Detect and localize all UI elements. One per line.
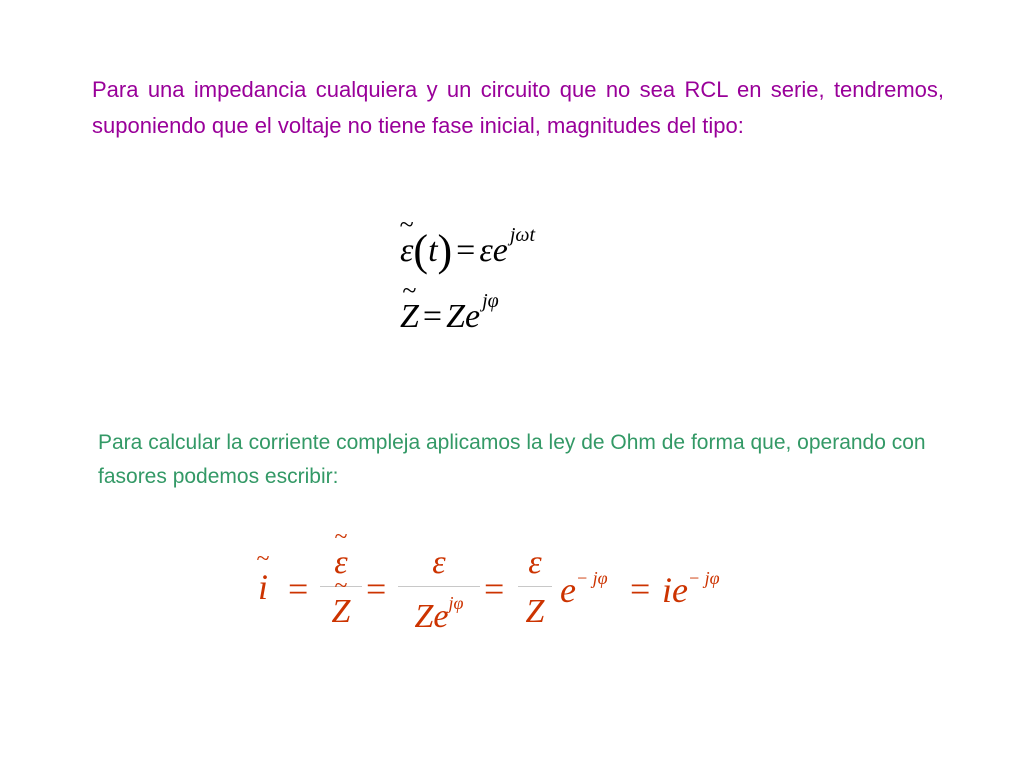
- fraction-3-denominator: Z: [525, 593, 545, 630]
- fraction-3: [518, 544, 552, 631]
- impedance-symbol: ~ Z: [400, 298, 419, 336]
- fraction-1-denominator: ~ Z: [332, 593, 351, 631]
- equals-sign-3: =: [484, 569, 505, 609]
- exp-term-exponent: − jφ: [575, 568, 608, 588]
- impedance-exponent: jφ: [482, 290, 499, 312]
- equals-sign-1: =: [288, 569, 309, 609]
- equals-sign-4: =: [630, 569, 651, 609]
- equals-sign-2: =: [366, 569, 387, 609]
- intro-paragraph: Para una impedancia cualquiera y un circuito que no sea RCL en serie, tendremos, suponiendo que el voltaje no tiene fase inicial, magnitudes del tipo:: [92, 77, 944, 138]
- ohm-law-equation: [258, 540, 758, 650]
- fraction-2-numerator: ε: [432, 544, 446, 581]
- result-term: ie: [662, 570, 688, 610]
- exp-term: e: [560, 570, 576, 610]
- phasor-equations: [400, 210, 640, 340]
- emf-symbol: ~ ε: [400, 232, 413, 270]
- fraction-3-numerator: ε: [528, 544, 542, 581]
- result-exponent: − jφ: [687, 568, 720, 588]
- fraction-1-numerator: ~ ε: [334, 544, 347, 582]
- fraction-2-denominator: Ze: [414, 598, 449, 635]
- current-symbol: ~ i: [258, 566, 268, 608]
- impedance-equation: ~ Z = Ze $^{j\varphi}$: [400, 290, 499, 336]
- fraction-1: [320, 544, 362, 631]
- fraction-2: [398, 544, 480, 636]
- impedance-rhs: Ze: [446, 298, 481, 335]
- emf-rhs: εe: [479, 232, 508, 269]
- ohm-paragraph: Para calcular la corriente compleja aplicamos la ley de Ohm de forma que, operando con fasores podemos escribir:: [98, 431, 926, 488]
- time-variable: t: [428, 232, 438, 269]
- fraction-2-exponent: jφ: [448, 593, 464, 613]
- emf-equation: ~ ε(t) = εe $^{j\omega t}$: [400, 224, 535, 276]
- emf-exponent: jωt: [509, 224, 536, 246]
